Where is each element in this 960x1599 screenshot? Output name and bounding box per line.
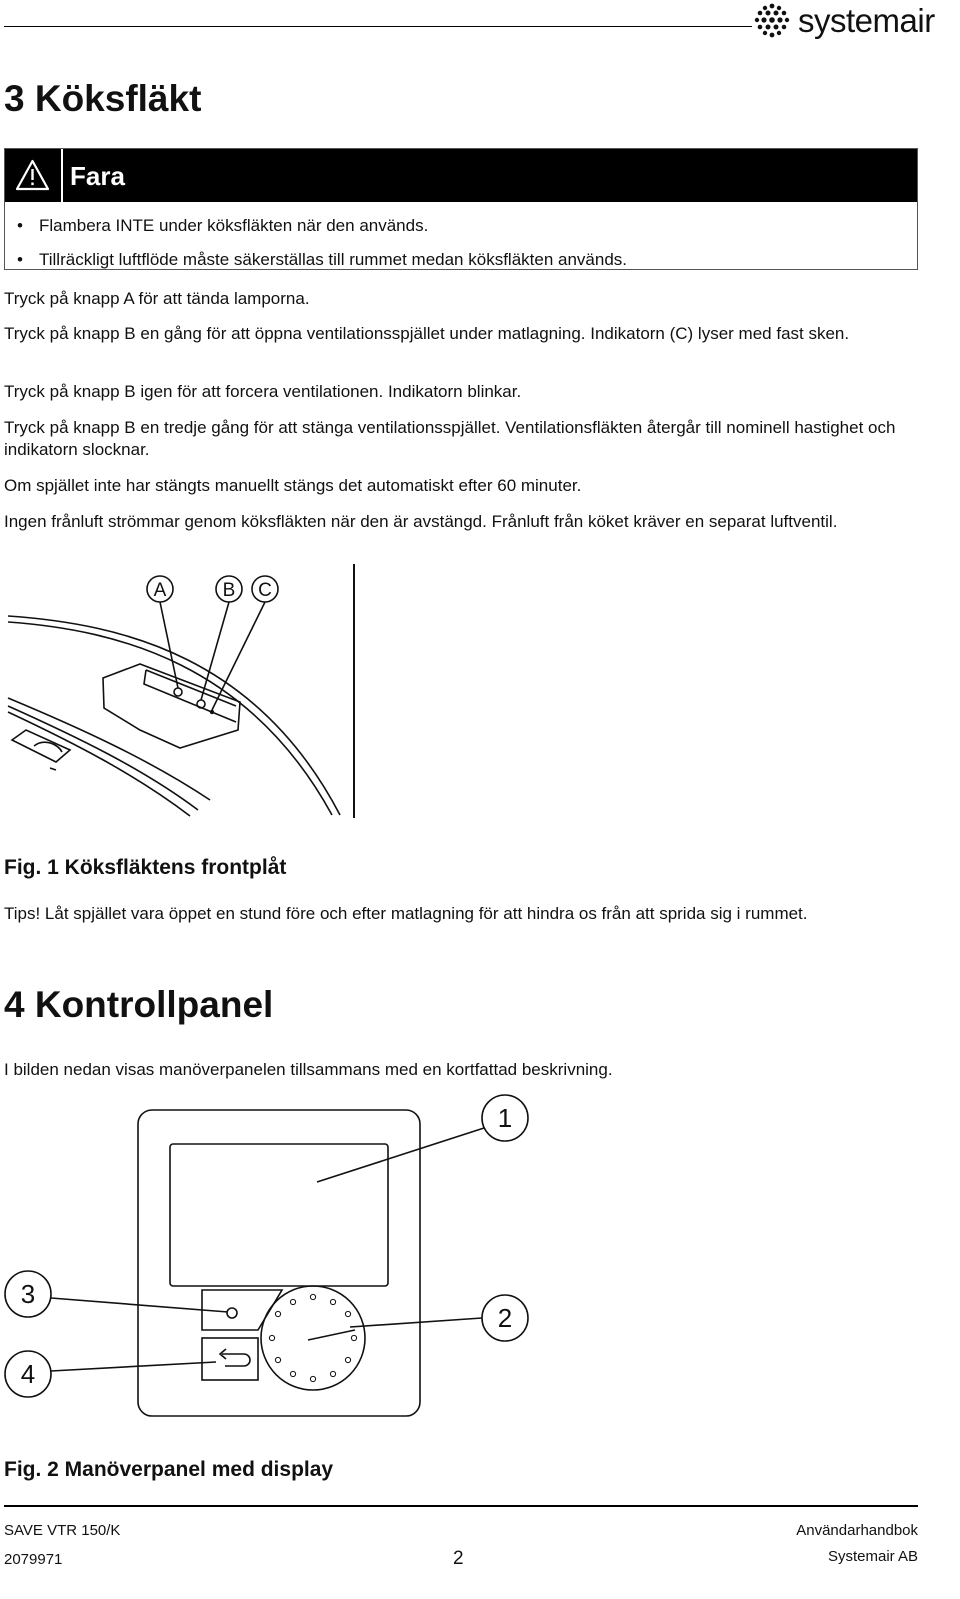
paragraph: Tryck på knapp B igen för att forcera ventilationen. Indikatorn blinkar. bbox=[4, 382, 522, 401]
callout-label-a: A bbox=[153, 580, 167, 601]
footer-doc-type: Användarhandbok bbox=[796, 1522, 918, 1539]
paragraph: Om spjället inte har stängts manuellt stängs det automatiskt efter 60 minuter. bbox=[4, 476, 582, 495]
danger-header bbox=[5, 149, 917, 202]
header-rule bbox=[4, 26, 752, 27]
danger-title: Fara bbox=[70, 161, 125, 191]
callout-2: 2 bbox=[497, 1303, 513, 1333]
callout-label-c: C bbox=[258, 580, 272, 601]
section-title-4: 4 Kontrollpanel bbox=[4, 984, 274, 1025]
paragraph: Ingen frånluft strömmar genom köksfläkten när den är avstängd. Frånluft från köket kräver en separat luftventil. bbox=[4, 512, 838, 531]
figure-caption-2: Fig. 2 Manöverpanel med display bbox=[4, 1458, 334, 1481]
footer-page-number: 2 bbox=[453, 1548, 464, 1569]
intro-paragraph: I bilden nedan visas manöverpanelen tillsammans med en kortfattad beskrivning. bbox=[4, 1060, 613, 1079]
footer-doc-number: 2079971 bbox=[4, 1551, 63, 1568]
footer-model: SAVE VTR 150/K bbox=[4, 1522, 121, 1539]
danger-item: • Flambera INTE under köksfläkten när den används. bbox=[17, 209, 627, 243]
danger-box bbox=[4, 148, 918, 270]
danger-item: • Tillräckligt luftflöde måste säkerställas till rummet medan köksfläkten används. bbox=[17, 243, 627, 277]
paragraph: Tryck på knapp A för att tända lamporna. bbox=[4, 289, 310, 308]
callout-label-b: B bbox=[222, 580, 236, 601]
hood-front-plate-illustration bbox=[0, 560, 370, 822]
figure-caption-1: Fig. 1 Köksfläktens frontplåt bbox=[4, 856, 287, 879]
control-panel-illustration bbox=[0, 1092, 560, 1422]
warning-icon bbox=[5, 149, 60, 202]
paragraph: Tryck på knapp B en tredje gång för att stänga ventilationsspjället. Ventilationsfläkten återgår till nominell hastighet och indikatorn slocknar. bbox=[4, 418, 896, 459]
tip-paragraph: Tips! Låt spjället vara öppet en stund före och efter matlagning för att hindra os från att sprida sig i rummet. bbox=[4, 904, 808, 923]
footer-rule bbox=[4, 1505, 918, 1507]
brand-name: systemair bbox=[798, 2, 935, 39]
paragraph: Tryck på knapp B en gång för att öppna ventilationsspjället under matlagning. Indikatorn (C) lyser med fast sken. bbox=[4, 324, 850, 343]
footer-company: Systemair AB bbox=[827, 1548, 918, 1565]
logo-dots-icon bbox=[752, 2, 792, 40]
callout-3: 3 bbox=[20, 1279, 36, 1309]
systemair-logo bbox=[752, 0, 952, 44]
callout-1: 1 bbox=[497, 1103, 513, 1133]
callout-4: 4 bbox=[20, 1359, 36, 1389]
danger-list bbox=[17, 209, 627, 277]
section-title-3: 3 Köksfläkt bbox=[4, 78, 202, 119]
